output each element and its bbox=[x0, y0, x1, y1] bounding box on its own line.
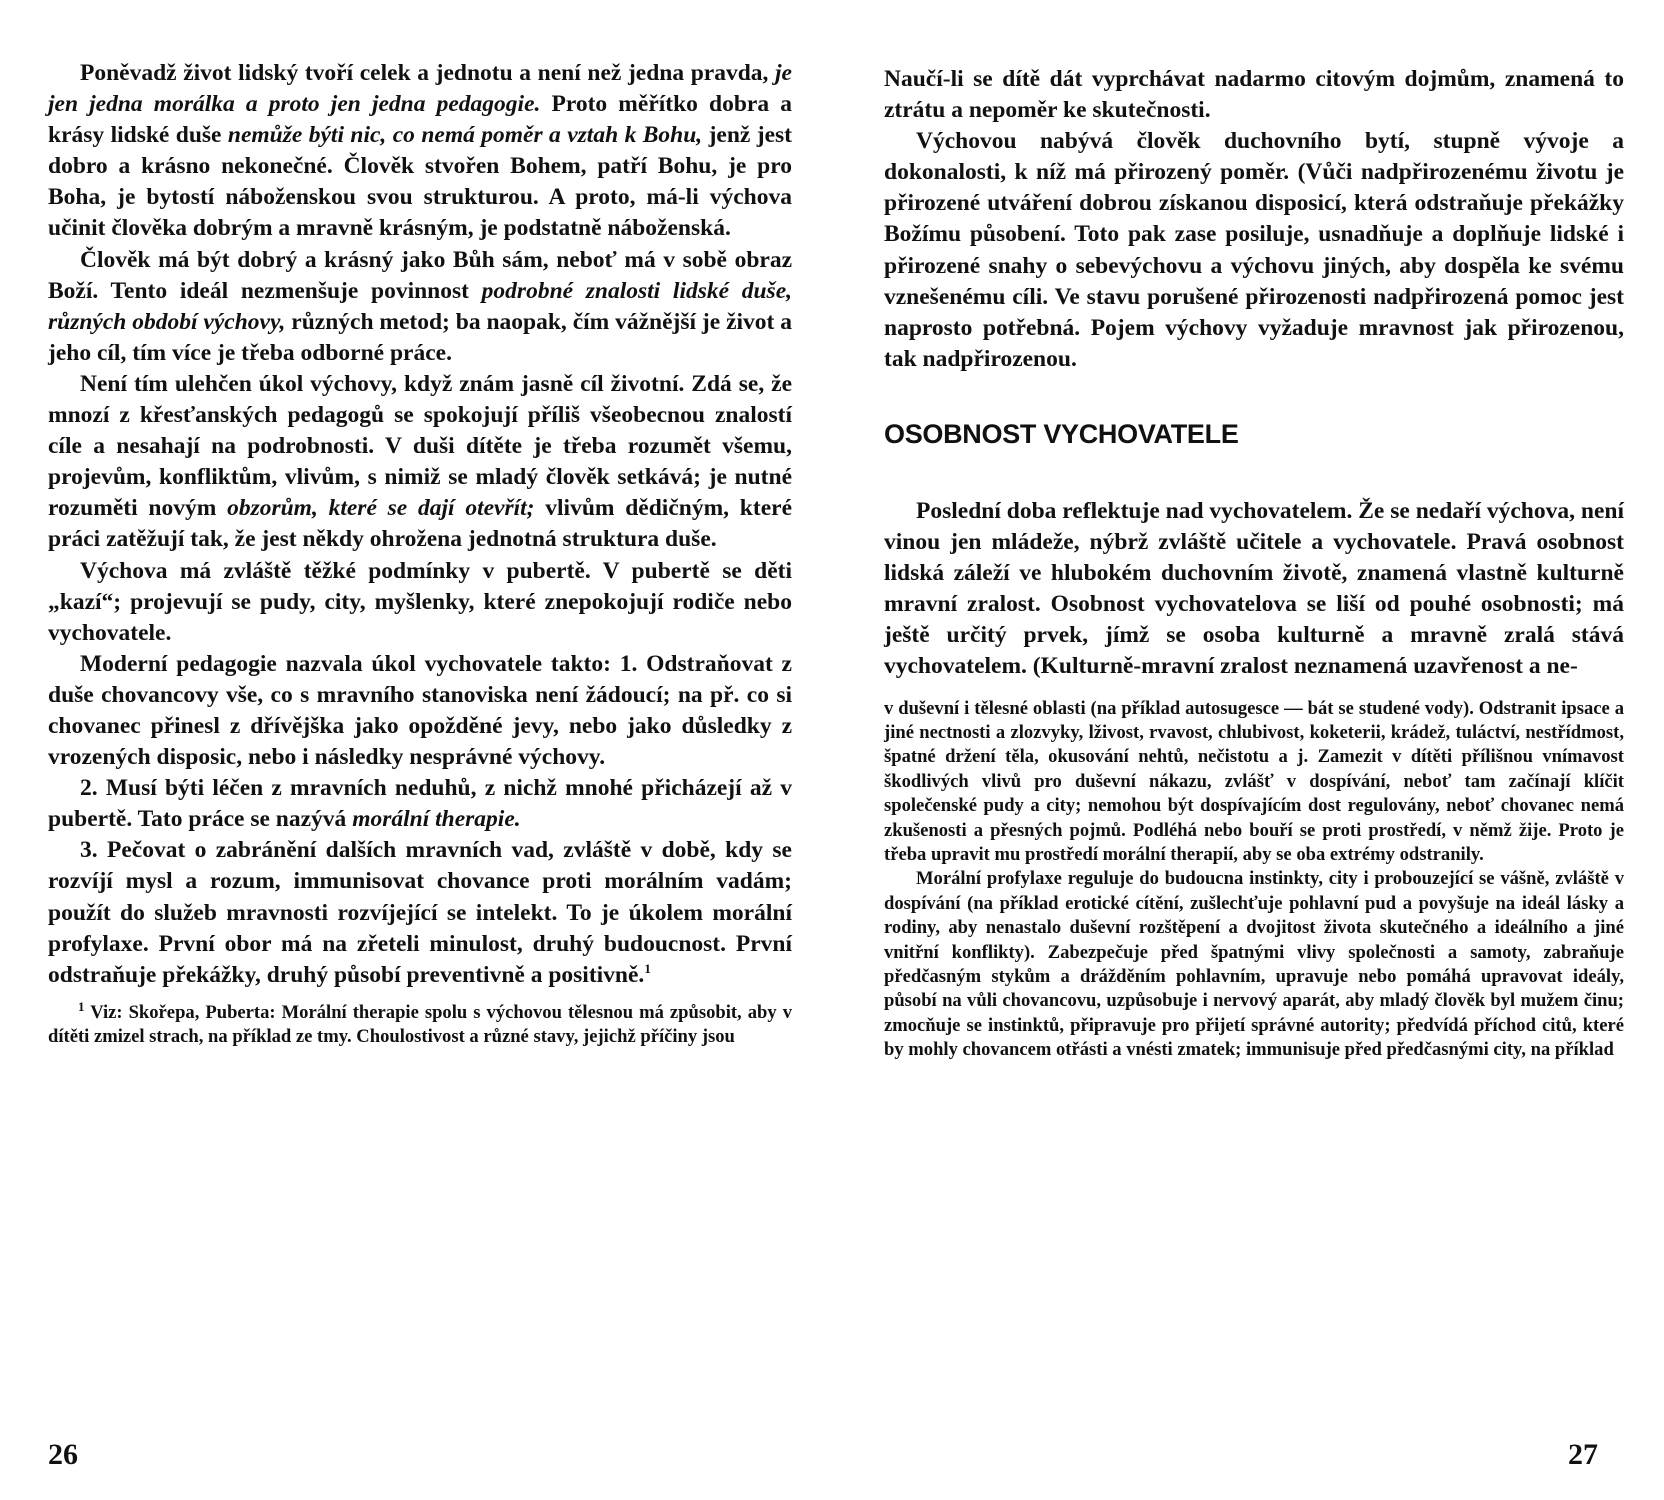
right-body-text-section bbox=[884, 496, 1624, 683]
text-run: Není tím ulehčen úkol výchovy, když znám jasně cíl životní. Zdá se, že mnozí z křesťanských pedagogů se spokojují příliš všeobecnou znalostí cíle a nesahají na podrobnosti. V duši dítěte je třeba rozumět všemu, projevům, konfliktům, vlivům, s nimiž se mladý člověk setkává; je nutné rozuměti novým bbox=[48, 370, 792, 522]
footnote-marker: 1 bbox=[78, 998, 85, 1014]
paragraph bbox=[884, 64, 1624, 126]
footnote-reference: 1 bbox=[644, 960, 651, 976]
page-number-right: 27 bbox=[1568, 1438, 1598, 1471]
paragraph bbox=[884, 126, 1624, 375]
footnote-continuation bbox=[884, 697, 1624, 1063]
footnote-paragraph: Morální profylaxe reguluje do budoucna instinkty, city i probouzející se vášně, zvláště v dospívání (na příklad erotické cítění, zušlechťuje pohlavní pud a povyšuje na ideál lásky a rodiny, aby nenastalo duševní rozštěpení a dvojitost života skutečného a ideálního a jiné vnitřní konflikty). Zabezpečuje před špatnými vlivy společnosti a samoty, zabraňuje předčasným stykům a drážděním pohlavním, upravuje nebo pomáhá upravovat ideály, působí na vůli chovancovu, uzpůsobuje i nervový aparát, aby mladý člověk byl mužem činu; zmocňuje se instinktů, připravuje pro přijetí správné autority; předvídá příchod citů, které by mohly chovancem otřásti a vnésti zmatek; immunisuje před předčasnými city, na příklad bbox=[884, 868, 1624, 1061]
text-run: Poněvadž život lidský tvoří celek a jednotu a není než jedna pravda, bbox=[80, 60, 776, 86]
paragraph bbox=[48, 773, 792, 835]
paragraph bbox=[884, 496, 1624, 683]
text-run: různých metod; ba naopak, čím vážnější je život a jeho cíl, tím více je třeba odborné práce. bbox=[48, 308, 792, 366]
emphasized-text: obzorům, které se dají otevřít; bbox=[227, 495, 535, 522]
page-number-left: 26 bbox=[48, 1438, 78, 1471]
text-run: 2. Musí býti léčen z mravních neduhů, z nichž mnohé přicházejí až v pubertě. Tato práce se nazývá bbox=[48, 775, 792, 833]
paragraph bbox=[48, 835, 792, 990]
text-run: Poslední doba reflektuje nad vychovatelem. Že se nedaří výchova, není vinou jen mládeže, nýbrž zvláště učitele a vychovatele. Pravá osobnost lidská záleží ve hlubokém duchovním životě, znamená vlastně kulturně mravní zralost. Osobnost vychovatelova se liší od pouhé osobnosti; má ještě určitý prvek, jímž se osoba kulturně a mravně zralá stává vychovatelem. (Kulturně-mravní zralost neznamená uzavřenost a ne- bbox=[884, 497, 1624, 680]
emphasized-text: podrobné znalosti lidské duše, různých období výchovy, bbox=[48, 277, 793, 335]
paragraph bbox=[48, 556, 792, 649]
footnote-paragraph: v duševní i tělesné oblasti (na příklad autosugesce — bát se studené vody). Odstranit ipsace a jiné nectnosti a zlozvyky, lživost, rvavost, chlubivost, koketerii, krádež, tuláctví, nestřídmost, špatné držení těla, okusování nehtů, nečistotu a j. Zamezit v dítěti přílišnou vnímavost škodlivých vlivů pro duševní nákazu, zvlášť v dospívání, neboť tam začínají klíčit společenské pudy a city; nemohou být dospívajícím dost regulovány, neboť chovanec nemá zkušenosti a přesných pojmů. Podléhá nebo bouří se proti prostředí, v němž žije. Proto je třeba upravit mu prostředí morální therapií, aby se oba extrémy odstranily. bbox=[884, 697, 1624, 865]
paragraph bbox=[48, 245, 792, 369]
text-run: Naučí-li se dítě dát vyprchávat nadarmo citovým dojmům, znamená to ztrátu a nepoměr ke skutečnosti. bbox=[884, 66, 1624, 124]
left-body-text bbox=[48, 58, 792, 991]
emphasized-text: nemůže býti nic, co nemá poměr a vztah k Bohu, bbox=[227, 122, 703, 149]
footnote bbox=[48, 998, 792, 1050]
text-run: Proto měřítko dobra a krásy lidské duše bbox=[48, 91, 792, 149]
text-run: 3. Pečovat o zabránění dalších mravních vad, zvláště v době, kdy se rozvíjí mysl a rozum, immunisovat chovance proti morálním vadám; použít do služeb mravnosti rozvíjející se intelekt. To je úkolem morální profylaxe. První obor má na zřeteli minulost, druhý budoucnost. První odstraňuje překážky, druhý působí preventivně a positivně. bbox=[48, 837, 792, 988]
paragraph bbox=[48, 369, 792, 556]
text-run: Moderní pedagogie nazvala úkol vychovatele takto: 1. Odstraňovat z duše chovancovy vše, co s mravního stanoviska není žádoucí; na př. co si chovanec přinesl z dřívějška jako opožděné jevy, nebo jako důsledky z vrozených disposic, nebo i následky nesprávné výchovy. bbox=[48, 650, 792, 771]
paragraph bbox=[48, 58, 792, 245]
text-run: Výchovou nabývá člověk duchovního bytí, stupně vývoje a dokonalosti, k níž má přirozený poměr. (Vůči nadpřirozenému životu je přirozené utváření dobrou získanou disposicí, která odstraňuje překážky Božímu působení. Toto pak zase posiluje, usnadňuje a doplňuje lidské i přirozené snahy o sebevýchovu a výchovu jiných, aby dospěla ke svému vznešenému cíli. Ve stavu porušené přirozenosti nadpřirozená pomoc jest naprosto potřebná. Pojem výchovy vyžaduje mravnost jak přirozenou, tak nadpřirozenou. bbox=[884, 128, 1624, 372]
left-text-column bbox=[48, 58, 792, 1050]
text-run: vlivům dědičným, které práci zatěžují tak, že jest někdy ohrožena jednotná struktura duše. bbox=[48, 495, 792, 553]
right-page bbox=[832, 0, 1664, 1500]
section-heading: OSOBNOST VYCHOVATELE bbox=[884, 418, 1239, 449]
right-text-column bbox=[884, 64, 1624, 1063]
text-run: Člověk má být dobrý a krásný jako Bůh sám, neboť má v sobě obraz Boží. Tento ideál nezmenšuje povinnost bbox=[48, 246, 792, 304]
paragraph bbox=[48, 649, 792, 773]
emphasized-text: morální therapie. bbox=[352, 806, 521, 833]
right-body-text-top bbox=[884, 64, 1624, 375]
emphasized-text: je jen jedna morálka a proto jen jedna pedagogie. bbox=[48, 60, 792, 118]
text-run: Výchova má zvláště těžké podmínky v pubertě. V pubertě se děti „kazí“; projevují se pudy, city, myšlenky, které znepokojují rodiče nebo vychovatele. bbox=[48, 557, 792, 646]
text-run: jenž jest dobro a krásno nekonečné. Člověk stvořen Bohem, patří Bohu, je pro Boha, je bytostí náboženskou svou strukturou. A proto, má-li výchova učinit člověka dobrým a mravně krásným, je podstatně náboženská. bbox=[48, 122, 793, 242]
footnote-text: Viz: Skořepa, Puberta: Morální therapie spolu s výchovou tělesnou má způsobit, aby v dítěti zmizel strach, na příklad ze tmy. Choulostivost a různé stavy, jejichž příčiny jsou bbox=[48, 1001, 792, 1048]
